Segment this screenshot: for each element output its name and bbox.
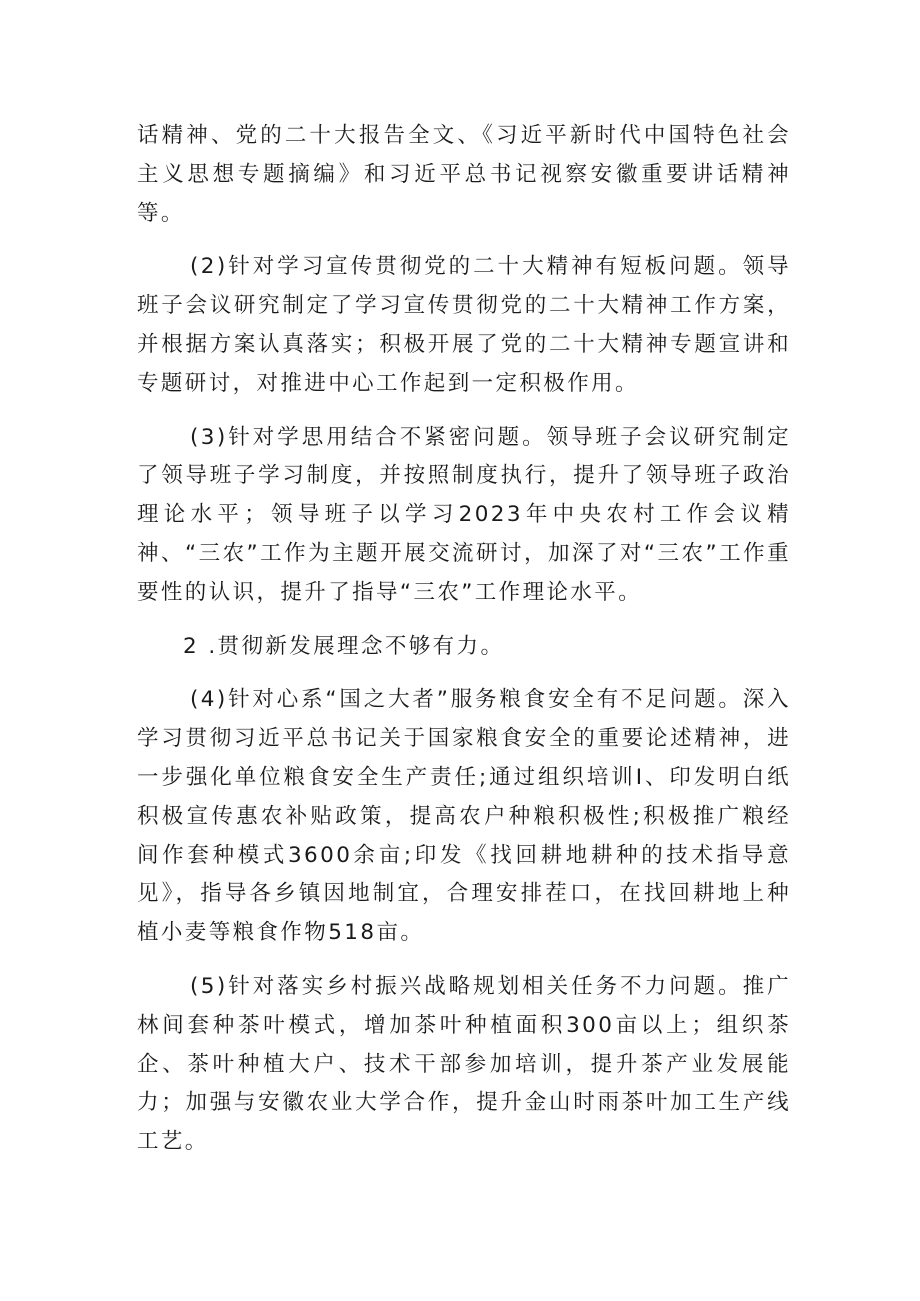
paragraph-item-3: (3)针对学思用结合不紧密问题。领导班子会议研究制定了领导班子学习制度，并按照制度执行，提升了领导班子政治理论水平；领导班子以学习2023年中央农村工作会议精神、“三农”工作为主题开展交流研讨，加深了对“三农”工作重要性的认识，提升了指导“三农”工作理论水平。 (137, 424, 791, 605)
paragraph-item-2: (2)针对学习宣传贯彻党的二十大精神有短板问题。领导班子会议研究制定了学习宣传贯彻党的二十大精神工作方案，并根据方案认真落实；积极开展了党的二十大精神专题宣讲和专题研讨，对推进中心工作起到一定积极作用。 (137, 254, 791, 396)
paragraph-continuation: 话精神、党的二十大报告全文、《习近平新时代中国特色社会主义思想专题摘编》和习近平总书记视察安徽重要讲话精神等。 (137, 123, 791, 226)
document-body (137, 117, 791, 1177)
paragraph-item-5: (5)针对落实乡村振兴战略规划相关任务不力问题。推广林间套种茶叶模式，增加茶叶种植面积300亩以上；组织茶企、茶叶种植大户、技术干部参加培训，提升茶产业发展能力；加强与安徽农业大学合作，提升金山时雨茶叶加工生产线工艺。 (137, 973, 791, 1155)
section-heading-2: 2 .贯彻新发展理念不够有力。 (183, 633, 505, 659)
paragraph-item-4: (4)针对心系“国之大者”服务粮食安全有不足问题。深入学习贯彻习近平总书记关于国家粮食安全的重要论述精神，进一步强化单位粮食安全生产责任;通过组织培训I、印发明白纸积极宣传惠农补贴政策，提高农户种粮积极性;积极推广粮经间作套种模式3600余亩;印发《找回耕地耕种的技术指导意见》，指导各乡镇因地制宜，合理安排茬口，在找回耕地上种植小麦等粮食作物518亩。 (137, 687, 791, 946)
